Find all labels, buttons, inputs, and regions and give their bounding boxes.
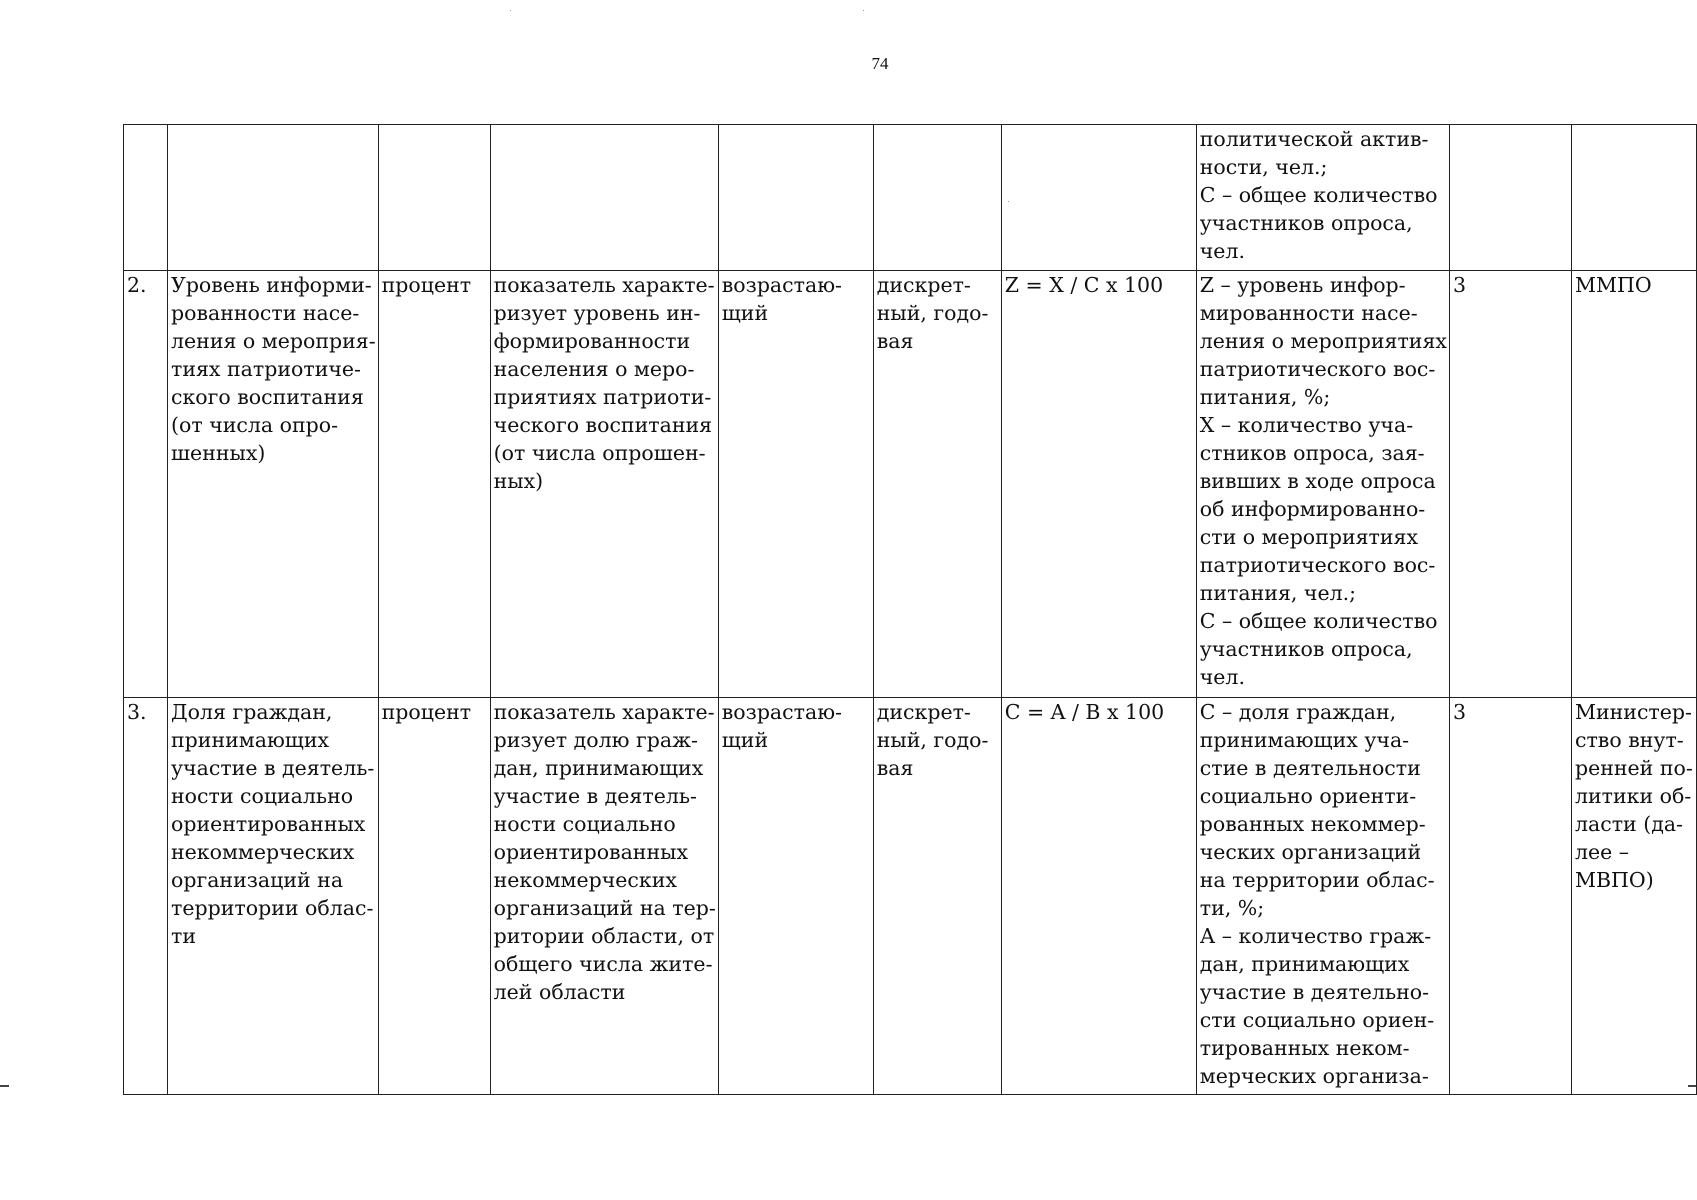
cell-text-line: сти о мероприятиях [1199,525,1419,549]
cell-text-line: 3 [1452,273,1467,297]
cell-text-line: (от числа опро- [171,413,339,437]
cell-code [1449,271,1571,698]
cell-type [873,698,1001,1095]
cell-text-line: щий [721,728,769,752]
cell-text-line: дан, принимающих [493,756,704,780]
cell-text-line: некоммерческих [171,840,355,864]
cell-text-line: мированности насе- [1199,301,1418,325]
cell-text-line: стников опроса, зая- [1199,441,1425,465]
cell-unit [378,271,490,698]
cell-no [124,125,168,271]
table-body [124,125,1697,1095]
cell-text-line: возрастаю- [721,273,842,297]
cell-text-line: ласти (да- [1574,812,1683,836]
cell-text-line: лей области [493,980,626,1004]
cell-code [1449,698,1571,1095]
cell-text-line: мерческих организа- [1199,1064,1429,1088]
cell-responsible [1571,271,1696,698]
cell-type [873,125,1001,271]
cell-text-line: 3. [127,700,147,724]
cell-text-line: дискрет- [876,273,971,297]
cell-direction [718,698,873,1095]
cell-code [1449,125,1571,271]
cell-text-line: ориентированных [493,840,689,864]
cell-text-line: ство внут- [1574,728,1684,752]
cell-text-line: социально ориенти- [1199,784,1417,808]
cell-text-line: ления о мероприя- [171,329,376,353]
cell-text-line: Министер- [1574,700,1692,724]
cell-text-line: ризует уровень ин- [493,301,701,325]
cell-text-line: территории облас- [171,896,374,920]
cell-unit [378,698,490,1095]
cell-text-line: рованности насе- [171,301,360,325]
cell-text-line: ческого воспитания [493,413,713,437]
cell-text-line: участников опроса, [1199,637,1413,661]
cell-direction [718,271,873,698]
cell-text-line: щий [721,301,769,325]
cell-text-line: X – количество уча- [1199,413,1414,437]
cell-responsible [1571,698,1696,1095]
cell-text-line: ческих организаций [1199,840,1422,864]
indicators-table [123,124,1697,1095]
cell-text-line: Уровень информи- [171,273,372,297]
cell-description [490,271,718,698]
cell-text-line: C = A / B x 100 [1004,700,1165,724]
cell-description [490,698,718,1095]
cell-text-line: С – доля граждан, [1199,700,1397,724]
cell-unit [378,125,490,271]
cell-text-line: ности, чел.; [1199,155,1328,179]
cell-text-line: участие в деятельно- [1199,980,1430,1004]
cell-name [168,698,379,1095]
cell-text-line: тиях патриотиче- [171,357,361,381]
cell-text-line: патриотического вос- [1199,357,1436,381]
cell-text-line: показатель характе- [493,273,715,297]
cell-text-line: ризует долю граж- [493,728,698,752]
cell-text-line: ности социально [171,784,354,808]
cell-text-line: литики об- [1574,784,1692,808]
cell-text-line: ти [171,924,197,948]
cell-text-line: об информированно- [1199,497,1426,521]
cell-name [168,125,379,271]
cell-text-line: принимающих [171,728,330,752]
cell-description [490,125,718,271]
scan-speck [863,10,864,11]
cell-text-line: формированности [493,329,691,353]
cell-text-line: ный, годо- [876,728,989,752]
cell-formula [1001,271,1196,698]
scan-speck [510,10,511,11]
cell-text-line: процент [381,700,472,724]
page-number: 74 [871,54,889,73]
cell-text-line: участие в деятель- [171,756,375,780]
cell-text-line: вивших в ходе опроса [1199,469,1436,493]
cell-text-line: ММПО [1574,273,1652,297]
cell-variables [1196,271,1449,698]
cell-text-line: тированных неком- [1199,1036,1410,1060]
cell-text-line: лее – [1574,840,1630,864]
cell-text-line: С – общее количество [1199,609,1438,633]
cell-text-line: ского воспитания [171,385,364,409]
scan-edge-mark-left [0,1085,9,1087]
cell-type [873,271,1001,698]
cell-text-line: возрастаю- [721,700,842,724]
cell-text-line: МВПО) [1574,868,1654,892]
cell-text-line: чел. [1199,239,1245,263]
cell-text-line: 3 [1452,700,1467,724]
cell-text-line: чел. [1199,665,1245,689]
cell-text-line: организаций на тер- [493,896,716,920]
cell-text-line: дан, принимающих [1199,952,1410,976]
cell-text-line: питания, чел.; [1199,581,1357,605]
cell-no [124,698,168,1095]
cell-text-line: на территории облас- [1199,868,1435,892]
cell-variables [1196,698,1449,1095]
table-row [124,698,1697,1095]
cell-text-line: (от числа опрошен- [493,441,706,465]
cell-text-line: процент [381,273,472,297]
cell-text-line: ритории области, от [493,924,715,948]
cell-variables [1196,125,1449,271]
cell-text-line: вая [876,329,914,353]
cell-text-line: ти, %; [1199,896,1265,920]
cell-text-line: А – количество граж- [1199,924,1432,948]
cell-responsible [1571,125,1696,271]
cell-text-line: ности социально [493,812,676,836]
cell-text-line: Z = X / C x 100 [1004,273,1164,297]
cell-text-line: ориентированных [171,812,366,836]
cell-text-line: участие в деятель- [493,784,697,808]
cell-text-line: С – общее количество [1199,183,1438,207]
cell-text-line: ных) [493,469,544,493]
cell-text-line: политической актив- [1199,127,1429,151]
cell-text-line: организаций на [171,868,344,892]
cell-text-line: вая [876,756,914,780]
table-row [124,125,1697,271]
cell-text-line: дискрет- [876,700,971,724]
cell-text-line: общего числа жите- [493,952,713,976]
cell-text-line: шенных) [171,441,266,465]
cell-text-line: Z – уровень инфор- [1199,273,1406,297]
cell-text-line: некоммерческих [493,868,677,892]
cell-text-line: 2. [127,273,147,297]
cell-text-line: участников опроса, [1199,211,1413,235]
cell-text-line: стие в деятельности [1199,756,1421,780]
cell-no [124,271,168,698]
cell-formula [1001,125,1196,271]
cell-direction [718,125,873,271]
cell-text-line: приятиях патриоти- [493,385,712,409]
cell-text-line: принимающих уча- [1199,728,1410,752]
cell-text-line: сти социально ориен- [1199,1008,1435,1032]
cell-formula [1001,698,1196,1095]
cell-text-line: рованных некоммер- [1199,812,1426,836]
cell-text-line: ный, годо- [876,301,989,325]
table-row [124,271,1697,698]
cell-text-line: патриотического вос- [1199,553,1436,577]
cell-text-line: Доля граждан, [171,700,333,724]
cell-text-line: ления о мероприятиях [1199,329,1447,353]
cell-text-line: ренней по- [1574,756,1693,780]
cell-text-line: показатель характе- [493,700,715,724]
cell-text-line: населения о меро- [493,357,695,381]
cell-text-line: питания, %; [1199,385,1331,409]
cell-name [168,271,379,698]
